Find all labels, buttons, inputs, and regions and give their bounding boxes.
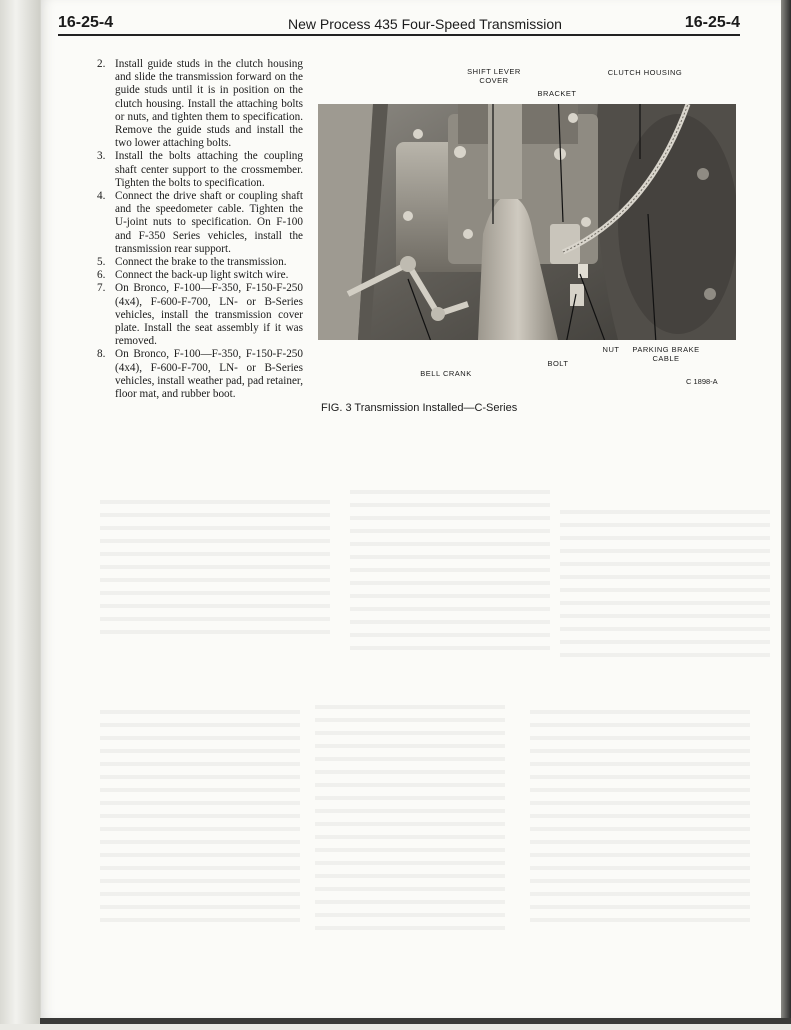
callout-parking-brake-cable — [626, 345, 706, 363]
step-item — [93, 256, 303, 269]
page-edge-shadow — [781, 0, 791, 1024]
callout-shift-lever-cover — [462, 67, 526, 85]
step-number: 3. — [97, 150, 106, 163]
figure-caption: FIG. 3 Transmission Installed—C-Series — [321, 402, 518, 414]
step-text: On Bronco, F-100—F-350, F-150-F-250 (4x4), F-600-F-700, LN- or B-Series vehicles, install the transmission cover plate. Install the seat assembly if it was removed. — [115, 282, 303, 348]
step-number: 5. — [97, 256, 106, 269]
book-binding — [0, 0, 40, 1024]
step-item — [93, 282, 303, 348]
callout-nut: NUT — [602, 345, 620, 354]
callout-line: PARKING BRAKE — [632, 345, 700, 354]
step-number: 4. — [97, 190, 106, 203]
step-item — [93, 269, 303, 282]
step-text: On Bronco, F-100—F-350, F-150-F-250 (4x4), F-600-F-700, LN- or B-Series vehicles, install weather pad, pad retainer, floor mat, and rubber boot. — [115, 348, 303, 401]
step-item — [93, 348, 303, 401]
callout-line: CABLE — [652, 354, 680, 363]
header-rule — [58, 34, 740, 36]
step-text: Connect the brake to the transmission. — [115, 256, 287, 269]
step-text: Install the bolts attaching the coupling shaft center support to the crossmember. Tighten the bolts to specification. — [115, 150, 303, 189]
step-number: 7. — [97, 282, 106, 295]
page-number-right: 16-25-4 — [684, 14, 740, 31]
step-item — [93, 58, 303, 150]
installation-steps — [93, 58, 303, 401]
transmission-illustration — [318, 104, 736, 340]
step-text: Install guide studs in the clutch housing and slide the transmission forward on the guide studs until it is in position on the clutch housing. Install the attaching bolts or nuts, and tighten them to specification. Remove the guide studs and install the two lower attaching bolts. — [115, 58, 303, 150]
transmission-photo — [318, 104, 736, 340]
page-number-left: 16-25-4 — [58, 14, 114, 31]
step-item — [93, 190, 303, 256]
page-title: New Process 435 Four-Speed Transmission — [288, 16, 562, 32]
callout-bolt: BOLT — [547, 359, 569, 368]
callout-line: SHIFT LEVER — [467, 67, 521, 76]
page-bottom-shadow — [40, 1018, 791, 1024]
step-number: 8. — [97, 348, 106, 361]
callout-bell-crank: BELL CRANK — [420, 369, 472, 378]
page-header — [58, 8, 740, 32]
callout-bracket: BRACKET — [537, 89, 577, 98]
step-number: 2. — [97, 58, 106, 70]
step-text: Connect the drive shaft or coupling shaft and the speedometer cable. Tighten the U-joint nuts to specification. On F-100 and F-350 Series vehicles, install the transmission rear support. — [115, 190, 303, 255]
step-number: 6. — [97, 269, 106, 282]
step-text: Connect the back-up light switch wire. — [115, 269, 289, 282]
figure-code: C 1898-A — [686, 377, 718, 386]
callout-line: COVER — [479, 76, 509, 85]
callout-clutch-housing: CLUTCH HOUSING — [607, 68, 683, 77]
step-item — [93, 150, 303, 190]
